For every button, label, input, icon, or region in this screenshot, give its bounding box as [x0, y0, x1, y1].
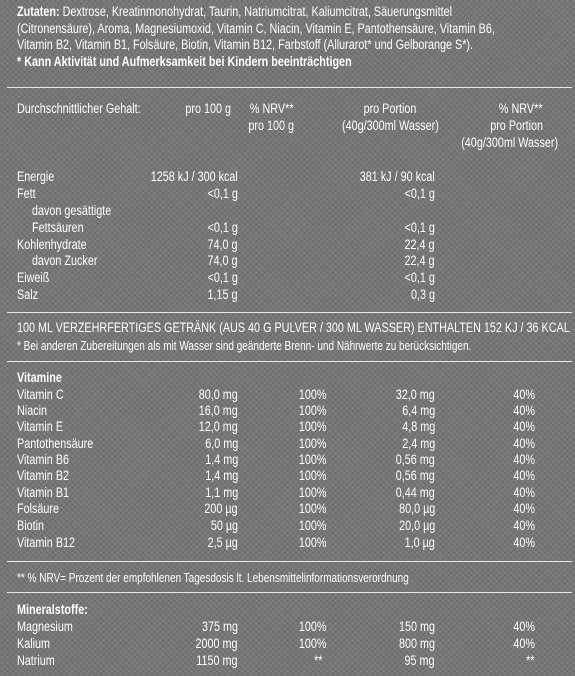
nutrient-value-portion: 0,3 g	[410, 287, 435, 302]
divider-3	[7, 361, 572, 362]
vitamin-name: Biotin	[17, 518, 45, 533]
ingredients-line-3: Vitamin B2, Vitamin B1, Folsäure, Biotin, Vitamin B12, Farbstoff (Allurarot* und Gelborange S*).	[17, 37, 474, 53]
vitamin-nrv-100g: 100%	[299, 387, 327, 402]
mineral-value-portion: 150 mg	[398, 619, 435, 634]
vitamin-value-100g: 80,0 mg	[198, 387, 238, 402]
nutrition-row-fett	[0, 186, 575, 202]
vitamin-value-portion: 0,56 mg	[395, 468, 435, 483]
mineral-nrv-portion: **	[526, 653, 535, 668]
mineral-nrv-portion: 40%	[513, 619, 535, 634]
nutrient-value-100g: <0,1 g	[207, 186, 238, 201]
vitamin-nrv-portion: 40%	[513, 452, 535, 467]
vitamin-nrv-100g: 100%	[299, 468, 327, 483]
preparation-note: * Bei anderen Zubereitungen als mit Wasser sind geänderte Brenn- und Nährwerte zu berücksichtigen.	[17, 339, 472, 353]
nutrient-name: davon Zucker	[32, 253, 98, 268]
nutrient-value-portion: 22,4 g	[404, 253, 435, 268]
nutrient-value-portion: <0,1 g	[404, 220, 435, 235]
vitamin-value-100g: 2,5 µg	[207, 535, 238, 550]
nutrient-value-100g: <0,1 g	[207, 270, 238, 285]
nutrient-value-100g: 1258 kJ / 300 kcal	[150, 169, 238, 184]
nutrition-row-fettsaeuren	[0, 220, 575, 236]
vitamin-value-100g: 12,0 mg	[198, 419, 238, 434]
vitamin-value-100g: 50 µg	[210, 518, 238, 533]
nutrient-value-portion: 22,4 g	[404, 237, 435, 252]
mineral-value-portion: 95 mg	[404, 653, 435, 668]
vitamin-row	[0, 518, 575, 534]
divider-4	[7, 561, 572, 562]
nutrient-name: Fett	[17, 186, 36, 201]
vitamin-name: Vitamin C	[17, 387, 64, 402]
nutrient-name: Salz	[17, 287, 39, 302]
vitamin-row	[0, 387, 575, 403]
nutrient-value-100g: 1,15 g	[207, 287, 238, 302]
vitamin-value-portion: 6,4 mg	[401, 403, 435, 418]
nutrient-name: Kohlenhydrate	[17, 237, 87, 252]
vitamin-value-100g: 1,1 mg	[204, 485, 238, 500]
nutrition-row-energie	[0, 169, 575, 185]
mineral-nrv-100g: 100%	[299, 636, 327, 651]
vitamin-nrv-100g: 100%	[299, 403, 327, 418]
vitamin-value-portion: 4,8 mg	[401, 419, 435, 434]
header-nrvp-3: (40g/300ml Wasser)	[461, 135, 558, 150]
vitamin-name: Pantothensäure	[17, 436, 94, 451]
vitamin-row	[0, 452, 575, 468]
vitamin-value-portion: 20,0 µg	[398, 518, 435, 533]
nutrient-name: Energie	[17, 169, 55, 184]
mineral-nrv-100g: 100%	[299, 619, 327, 634]
vitamin-value-100g: 16,0 mg	[198, 403, 238, 418]
ingredients-line-2: (Citronensäure), Aroma, Magnesiumoxid, Vitamin C, Niacin, Vitamin E, Pantothensäure, Vitamin B6,	[17, 20, 495, 36]
vitamin-name: Vitamin B6	[17, 452, 70, 467]
nutrient-name: Fettsäuren	[32, 220, 84, 235]
divider-2	[7, 312, 572, 313]
mineral-name: Kalium	[17, 636, 51, 651]
ready-drink-summary: 100 ML VERZEHRFERTIGES GETRÄNK (AUS 40 G PULVER / 300 ML WASSER) ENTHALTEN 152 KJ / 36 KCAL	[17, 320, 570, 335]
header-nrvp-2: pro Portion	[490, 118, 543, 133]
vitamin-row	[0, 419, 575, 435]
nutrient-value-portion: <0,1 g	[404, 186, 435, 201]
nutrition-row-davon-zucker	[0, 253, 575, 269]
nutrition-header-row-3	[0, 135, 575, 151]
vitamins-title: Vitamine	[17, 370, 62, 385]
minerals-title: Mineralstoffe:	[17, 602, 88, 617]
mineral-row	[0, 653, 575, 669]
ingredients-label: Zutaten:	[17, 4, 60, 19]
vitamin-nrv-100g: 100%	[299, 485, 327, 500]
vitamin-name: Vitamin B12	[17, 535, 76, 550]
nutrient-value-portion: 381 kJ / 90 kcal	[359, 169, 435, 184]
nutrient-value-100g: <0,1 g	[207, 220, 238, 235]
vitamin-nrv-portion: 40%	[513, 403, 535, 418]
nutrient-value-100g: 74,0 g	[207, 237, 238, 252]
vitamin-value-portion: 1,0 µg	[404, 535, 435, 550]
vitamin-nrv-portion: 40%	[513, 518, 535, 533]
nutrient-value-portion: <0,1 g	[404, 270, 435, 285]
nutrition-header-row-1	[0, 101, 575, 117]
divider-1	[7, 87, 572, 88]
vitamin-nrv-portion: 40%	[513, 436, 535, 451]
vitamin-name: Niacin	[17, 403, 48, 418]
nutrient-name: Eiweiß	[17, 270, 50, 285]
vitamin-value-100g: 200 µg	[204, 501, 238, 516]
nutrient-name: davon gesättigte	[32, 203, 112, 218]
mineral-nrv-100g: **	[314, 653, 323, 668]
vitamin-row	[0, 403, 575, 419]
mineral-nrv-portion: 40%	[513, 636, 535, 651]
vitamin-nrv-portion: 40%	[513, 387, 535, 402]
mineral-row	[0, 619, 575, 635]
header-label: Durchschnittlicher Gehalt:	[17, 101, 141, 116]
nutrition-row-davon-gesaettigte	[0, 203, 575, 219]
header-portion-1: pro Portion	[363, 101, 417, 116]
nrv-footnote: ** % NRV= Prozent der empfohlenen Tagesdosis lt. Lebensmittelinformationsverordnung	[17, 571, 409, 585]
header-nrv100-2: pro 100 g	[248, 118, 294, 133]
vitamin-nrv-100g: 100%	[299, 452, 327, 467]
vitamin-row	[0, 535, 575, 551]
vitamin-nrv-100g: 100%	[299, 436, 327, 451]
nutrition-row-kohlenhydrate	[0, 237, 575, 253]
vitamin-row	[0, 468, 575, 484]
vitamin-name: Vitamin B2	[17, 468, 70, 483]
vitamin-value-100g: 1,4 mg	[204, 468, 238, 483]
vitamin-row	[0, 485, 575, 501]
vitamin-name: Vitamin B1	[17, 485, 70, 500]
vitamin-value-portion: 0,44 mg	[395, 485, 435, 500]
mineral-row	[0, 636, 575, 652]
vitamin-nrv-100g: 100%	[299, 419, 327, 434]
mineral-value-100g: 375 mg	[201, 619, 238, 634]
header-portion-2: (40g/300ml Wasser)	[342, 118, 439, 133]
vitamin-nrv-portion: 40%	[513, 419, 535, 434]
vitamin-nrv-portion: 40%	[513, 535, 535, 550]
nutrient-value-100g: 74,0 g	[207, 253, 238, 268]
vitamin-name: Folsäure	[17, 501, 60, 516]
vitamin-value-portion: 80,0 µg	[398, 501, 435, 516]
vitamin-nrv-100g: 100%	[299, 501, 327, 516]
divider-5	[7, 592, 572, 593]
mineral-value-portion: 800 mg	[398, 636, 435, 651]
mineral-value-100g: 1150 mg	[196, 653, 238, 668]
vitamin-row	[0, 436, 575, 452]
header-nrvp-1: % NRV**	[499, 101, 543, 116]
header-per100: pro 100 g	[185, 101, 231, 116]
nutrition-row-eiweiss	[0, 270, 575, 286]
nutrition-header-row-2	[0, 118, 575, 134]
colorant-warning: * Kann Aktivität und Aufmerksamkeit bei Kindern beeinträchtigen	[17, 53, 352, 69]
ingredients-text-1: Dextrose, Kreatinmonohydrat, Taurin, Natriumcitrat, Kaliumcitrat, Säuerungsmittel	[62, 4, 452, 19]
vitamin-value-portion: 2,4 mg	[401, 436, 435, 451]
ingredients-line-1	[17, 4, 561, 21]
nutrition-row-salz	[0, 287, 575, 303]
vitamin-nrv-portion: 40%	[513, 485, 535, 500]
vitamin-value-portion: 0,56 mg	[395, 452, 435, 467]
vitamin-nrv-portion: 40%	[513, 501, 535, 516]
mineral-name: Magnesium	[17, 619, 73, 634]
header-nrv100-1: % NRV**	[250, 101, 294, 116]
mineral-name: Natrium	[17, 653, 55, 668]
vitamin-value-portion: 32,0 mg	[395, 387, 435, 402]
vitamin-nrv-100g: 100%	[299, 535, 327, 550]
vitamin-nrv-portion: 40%	[513, 468, 535, 483]
mineral-value-100g: 2000 mg	[195, 636, 238, 651]
vitamin-value-100g: 1,4 mg	[204, 452, 238, 467]
vitamin-nrv-100g: 100%	[299, 518, 327, 533]
vitamin-row	[0, 501, 575, 517]
vitamin-name: Vitamin E	[17, 419, 64, 434]
ingredients-section	[17, 4, 567, 70]
vitamin-value-100g: 6,0 mg	[204, 436, 238, 451]
